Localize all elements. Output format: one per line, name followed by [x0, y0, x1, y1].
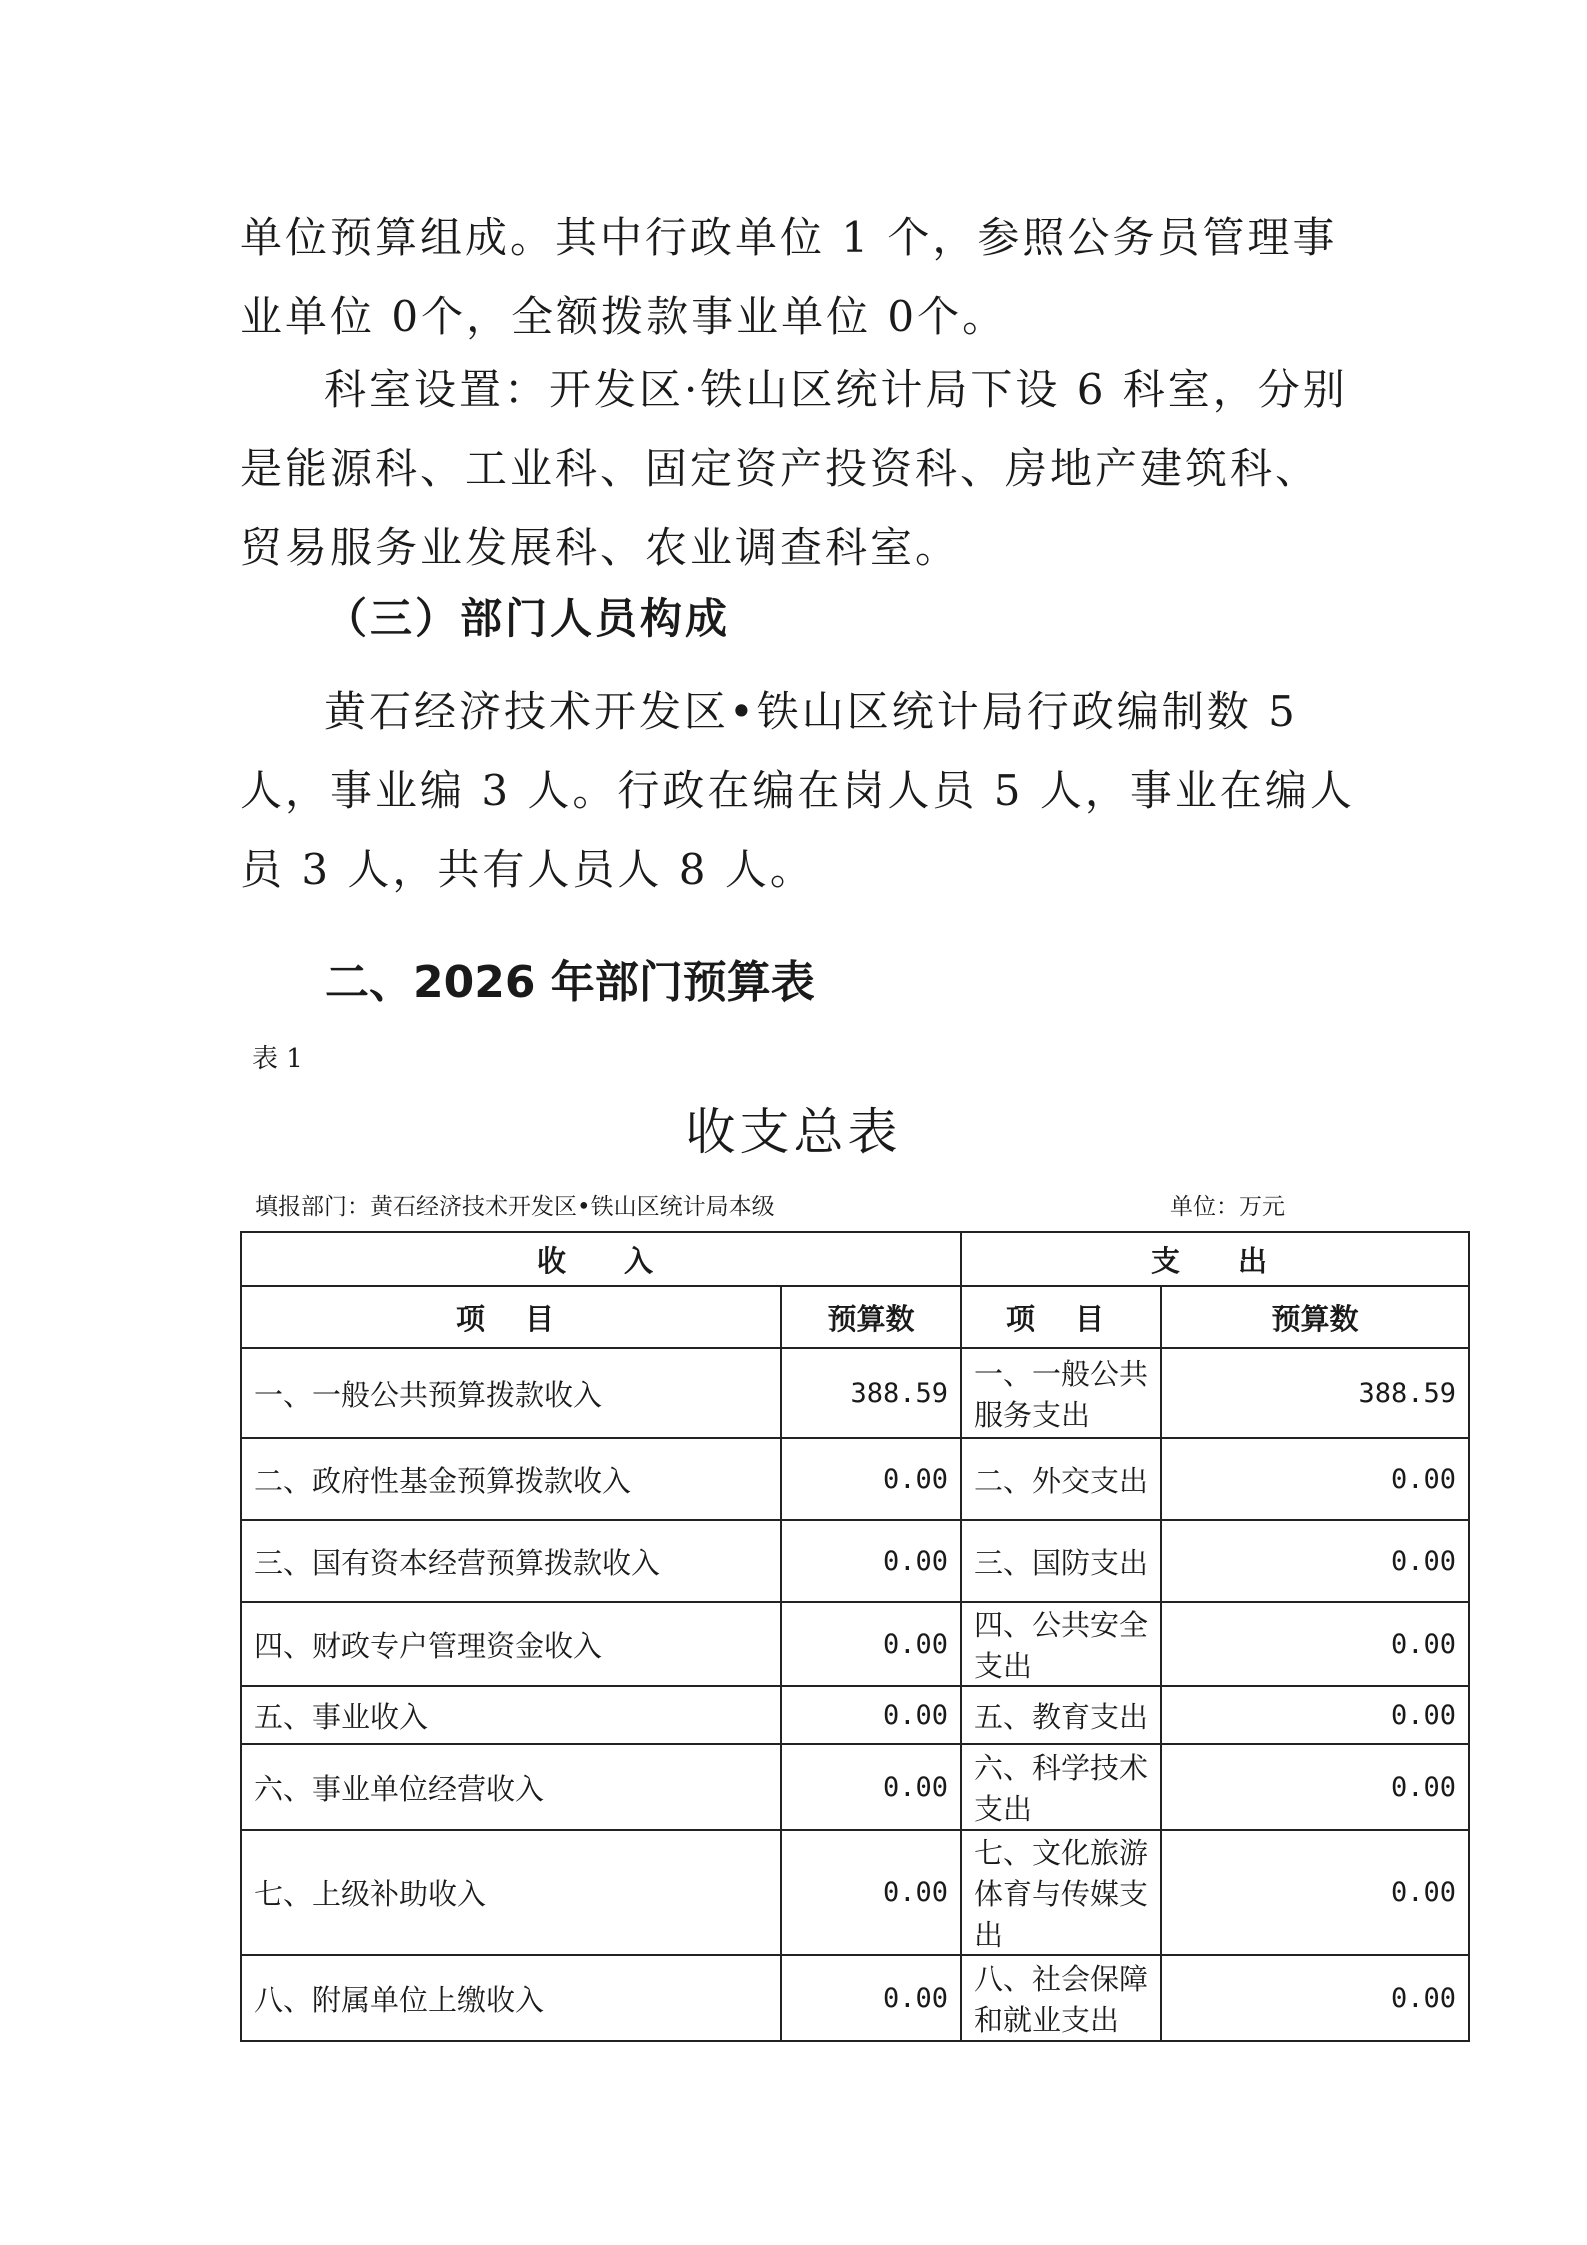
table-row — [241, 1744, 1469, 1830]
expense-amount: 0.00 — [1161, 1744, 1469, 1830]
income-item: 八、附属单位上缴收入 — [241, 1955, 781, 2041]
income-item: 一、一般公共预算拨款收入 — [241, 1348, 781, 1438]
expense-amount: 0.00 — [1161, 1438, 1469, 1520]
expense-item: 四、公共安全支出 — [961, 1602, 1161, 1686]
intro-paragraph-1: 单位预算组成。其中行政单位 1 个，参照公务员管理事业单位 0个，全额拨款事业单位 0个。 — [240, 213, 1338, 341]
income-item: 二、政府性基金预算拨款收入 — [241, 1438, 781, 1520]
expense-header: 支出 — [961, 1232, 1469, 1286]
table-row — [241, 1438, 1469, 1520]
expense-amount: 0.00 — [1161, 1830, 1469, 1955]
income-amount: 0.00 — [781, 1438, 961, 1520]
income-amount: 0.00 — [781, 1830, 961, 1955]
expense-item: 二、外交支出 — [961, 1438, 1161, 1520]
expense-item: 六、科学技术支出 — [961, 1744, 1161, 1830]
unit-label: 单位：万元 — [1170, 1194, 1285, 1220]
income-amount: 0.00 — [781, 1686, 961, 1744]
income-amount: 0.00 — [781, 1520, 961, 1602]
income-item: 五、事业收入 — [241, 1686, 781, 1744]
expense-item: 五、教育支出 — [961, 1686, 1161, 1744]
expense-item: 一、一般公共服务支出 — [961, 1348, 1161, 1438]
income-amount: 0.00 — [781, 1744, 961, 1830]
table-title: 收支总表 — [685, 1103, 902, 1161]
expense-item-header: 项目 — [961, 1286, 1161, 1348]
reporting-department: 填报部门：黄石经济技术开发区•铁山区统计局本级 — [255, 1194, 775, 1220]
income-amount: 388.59 — [781, 1348, 961, 1438]
expense-amount: 0.00 — [1161, 1955, 1469, 2041]
income-item: 七、上级补助收入 — [241, 1830, 781, 1955]
table-row — [241, 1520, 1469, 1602]
budget-tables-heading: 二、2026 年部门预算表 — [325, 957, 815, 1008]
expense-amount: 0.00 — [1161, 1520, 1469, 1602]
table-row — [241, 1602, 1469, 1686]
income-item: 三、国有资本经营预算拨款收入 — [241, 1520, 781, 1602]
table-label: 表 1 — [252, 1044, 303, 1074]
staffing-paragraph: 黄石经济技术开发区•铁山区统计局行政编制数 5 人，事业编 3 人。行政在编在岗人员 5 人，事业在编人员 3 人，共有人员人 8 人。 — [240, 687, 1355, 894]
expense-amount: 0.00 — [1161, 1602, 1469, 1686]
table-row — [241, 1830, 1469, 1955]
table-group-header — [241, 1232, 1469, 1286]
table-row — [241, 1955, 1469, 2041]
income-item: 四、财政专户管理资金收入 — [241, 1602, 781, 1686]
expense-item: 八、社会保障和就业支出 — [961, 1955, 1161, 2041]
intro-paragraph-2: 科室设置：开发区·铁山区统计局下设 6 科室，分别是能源科、工业科、固定资产投资科、房地产建筑科、贸易服务业发展科、农业调查科室。 — [240, 365, 1348, 572]
expense-amount: 388.59 — [1161, 1348, 1469, 1438]
income-header: 收入 — [241, 1232, 961, 1286]
expense-amount: 0.00 — [1161, 1686, 1469, 1744]
table-row — [241, 1348, 1469, 1438]
expense-item: 三、国防支出 — [961, 1520, 1161, 1602]
income-item: 六、事业单位经营收入 — [241, 1744, 781, 1830]
income-amount-header: 预算数 — [781, 1286, 961, 1348]
expense-amount-header: 预算数 — [1161, 1286, 1469, 1348]
table-column-header — [241, 1286, 1469, 1348]
income-amount: 0.00 — [781, 1602, 961, 1686]
income-item-header: 项目 — [241, 1286, 781, 1348]
income-amount: 0.00 — [781, 1955, 961, 2041]
table-row — [241, 1686, 1469, 1744]
expense-item: 七、文化旅游体育与传媒支出 — [961, 1830, 1161, 1955]
section-3-heading: （三）部门人员构成 — [325, 594, 731, 643]
income-expense-summary-table — [240, 1231, 1470, 2042]
